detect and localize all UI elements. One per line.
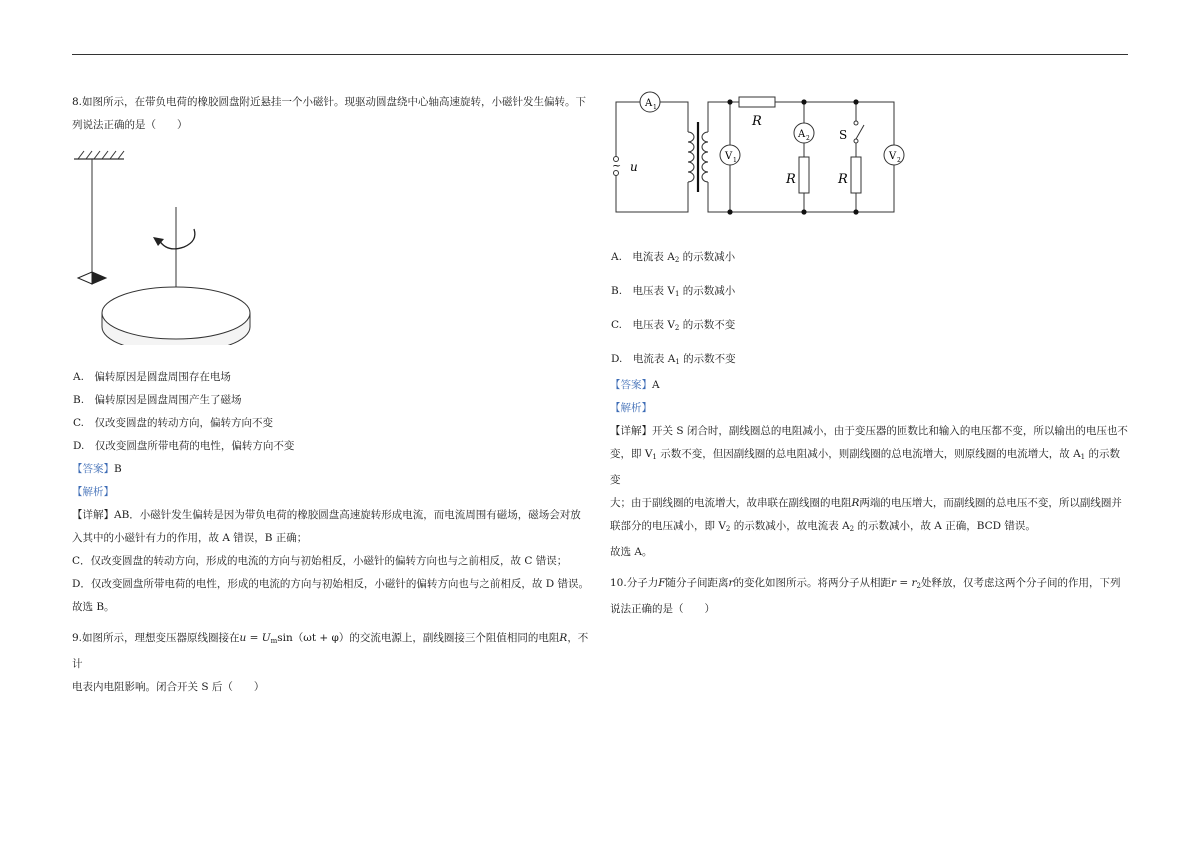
transformer-circuit-diagram [606,87,916,227]
svg-text:A: A [798,129,806,140]
svg-text:V: V [889,151,897,162]
resistor-branch-1 [799,157,809,193]
q8-stem-line2: 列说法正确的是（ ） [72,119,188,131]
q8-option-d: D. 仅改变圆盘所带电荷的电性，偏转方向不变 [73,440,295,452]
svg-text:1: 1 [653,104,657,111]
left-column [72,91,592,699]
q8-figure-disc-magnet [72,145,592,354]
q9-detail-2: 变，即 $V_1$ 示数不变，但因副线圈的总电阻减小，则副线圈的总电流增大，则原线圈的电流增大，故 $A_1$ 的示数变 [610,448,1120,486]
svg-text:2: 2 [897,157,901,164]
q9-detail-1: 【详解】开关 S 闭合时，副线圈总的电阻减小，由于变压器的匝数比和输入的电压都不变，所以输出的电压也不 [610,425,1128,437]
switch-s [856,125,864,139]
q10-stem-line1: 10.分子力F随分子间距离r的变化如图所示。将两分子从相距$r = r_2$处释放，仅考虑这两个分子间的作用，下列 [610,577,1121,590]
q9-stem-line1: 9.如图所示，理想变压器原线圈接在$u = U_m\sin(\omega t + \varphi)$的交流电源上，副线圈接三个阻值相同的电阻R，不计 [72,632,589,670]
q9-option-a: A. 电流表 $A_2$ 的示数减小 [611,251,736,264]
q9-figure-transformer-circuit [606,87,1130,236]
q9-analysis-tag: 【解析】 [610,402,652,414]
q8-option-c: C. 仅改变圆盘的转动方向，偏转方向不变 [73,417,273,429]
resistor-series [739,97,775,107]
q9-stem-line2: 电表内电阻影响。闭合开关 S 后（ ） [72,681,265,693]
q8-analysis-tag: 【解析】 [72,486,114,498]
q9-option-d: D. 电流表 $A_1$ 的示数不变 [611,353,736,366]
q8-stem-line1: 8.如图所示，在带负电荷的橡胶圆盘附近悬挂一个小磁针。现驱动圆盘绕中心轴高速旋转，小磁针发生偏转。下 [72,96,587,108]
q9-option-c: C. 电压表 $V_2$ 的示数不变 [611,319,736,332]
detail-tag: 【详解】 [610,425,652,437]
q8-detail-4: D．仅改变圆盘所带电荷的电性，形成的电流的方向与初始相反，小磁针的偏转方向也与之前相反，故 D 错误。 [72,578,590,590]
detail-tag: 【详解】 [72,509,114,521]
svg-text:R: R [838,172,848,187]
resistor-branch-2 [851,157,861,193]
svg-text:1: 1 [733,157,737,164]
q8-option-b: B. 偏转原因是圆盘周围产生了磁场 [73,394,242,406]
right-column [610,91,1130,621]
svg-text:R: R [786,172,796,187]
answer-value: A [652,379,660,391]
svg-text:S: S [839,128,848,142]
answer-value: B [114,463,122,475]
q9-conclusion: 故选 A。 [610,546,653,558]
svg-text:u: u [630,160,638,174]
svg-text:V: V [725,151,733,162]
q8-answer [72,458,592,481]
rotating-disc-diagram [72,145,272,345]
page-header-rule [72,54,1128,55]
q8-conclusion: 故选 B。 [72,601,115,613]
svg-text:~: ~ [612,159,622,172]
q10-stem-line2: 说法正确的是（ ） [610,603,715,615]
q9-detail-3: 大；由于副线圈的电流增大，故串联在副线圈的电阻R两端的电压增大，而副线圈的总电压不变，所以副线圈并 [610,497,1122,509]
q9-detail-4: 联部分的电压减小，即 $V_2$ 的示数减小，故电流表 $A_2$ 的示数减小，故 A 正确，BCD 错误。 [610,520,1036,533]
q9-answer [610,374,1130,397]
q8-option-a: A. 偏转原因是圆盘周围存在电场 [73,371,231,383]
q8-detail-1: 【详解】AB．小磁针发生偏转是因为带负电荷的橡胶圆盘高速旋转形成电流，而电流周围有磁场，磁场会对放 [72,509,581,521]
svg-text:A: A [645,98,653,109]
answer-tag: 【答案】 [610,379,652,391]
q9-option-b: B. 电压表 $V_1$ 的示数减小 [611,285,736,298]
q8-detail-3: C．仅改变圆盘的转动方向，形成的电流的方向与初始相反，小磁针的偏转方向也与之前相反，故 C 错误； [72,555,568,567]
answer-tag: 【答案】 [72,463,114,475]
svg-text:2: 2 [806,135,810,142]
q8-detail-2: 入其中的小磁针有力的作用，故 A 错误，B 正确； [72,532,308,544]
svg-text:R: R [752,114,762,129]
